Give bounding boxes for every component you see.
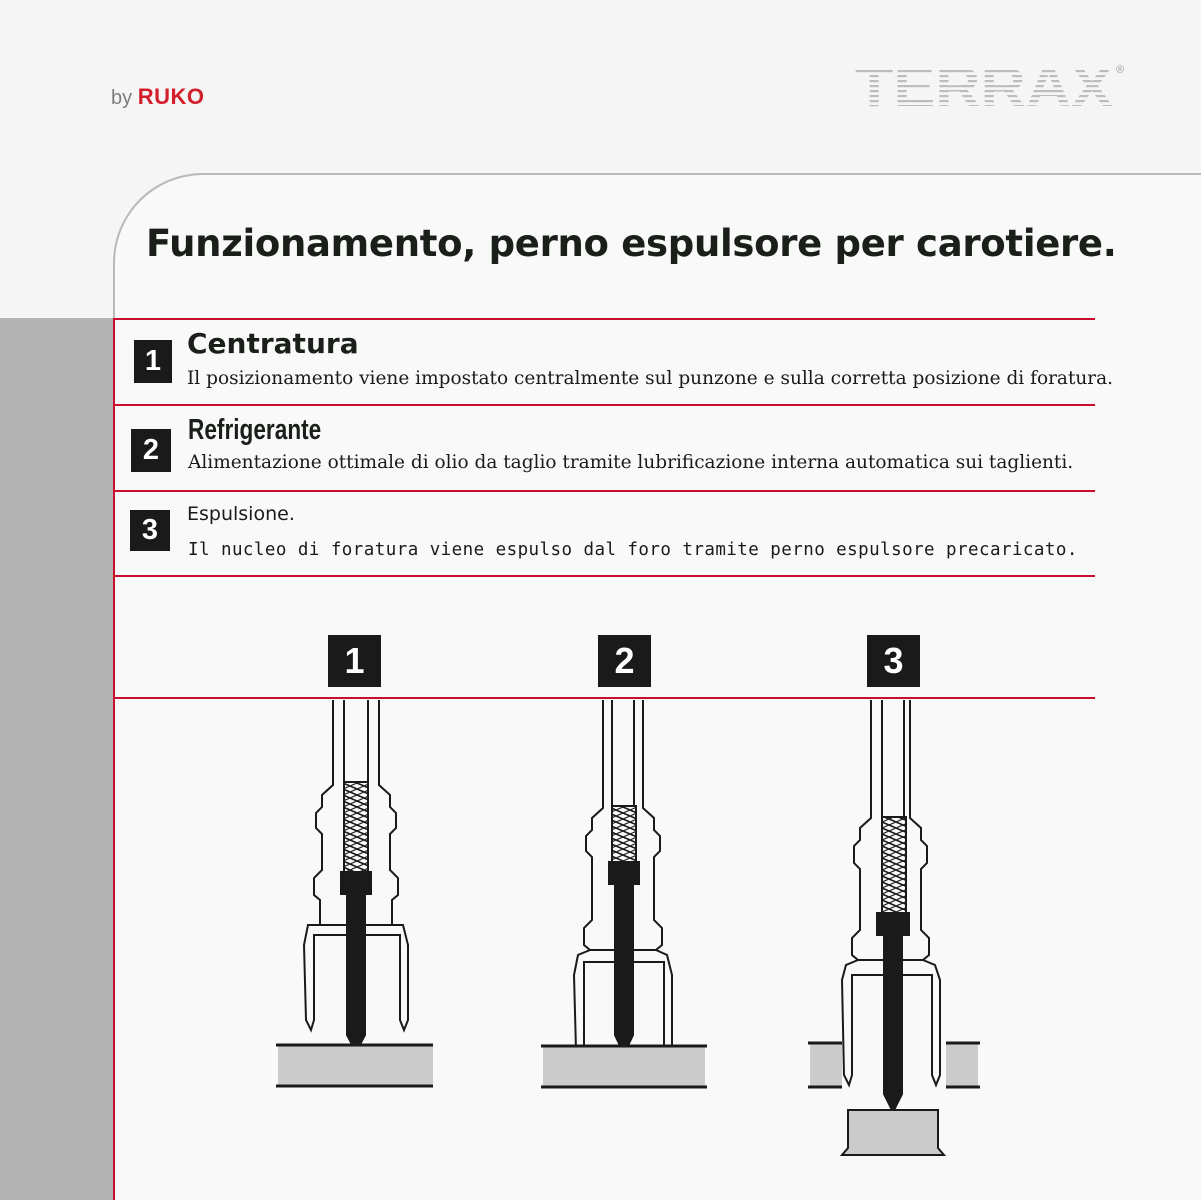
step-1-number-badge: 1 xyxy=(134,340,172,383)
diagram-1-centering xyxy=(276,700,433,1086)
terrax-wordmark: TERRAX xyxy=(855,60,1113,110)
ruko-wordmark: RUKO xyxy=(137,84,205,109)
by-text: by xyxy=(111,87,133,109)
step-3-number-badge: 3 xyxy=(130,510,170,551)
diagram-1-label: 1 xyxy=(328,635,381,687)
page-title: Funzionamento, perno espulsore per carotiere. xyxy=(146,222,1117,265)
step-2-description: Alimentazione ottimale di olio da taglio tramite lubrificazione interna automatica sui taglienti. xyxy=(188,452,1074,473)
diagram-2-coolant xyxy=(541,700,707,1087)
diagram-3-ejection xyxy=(808,700,980,1155)
diagram-2-label: 2 xyxy=(598,635,651,687)
step-1-description: Il posizionamento viene impostato centralmente sul punzone e sulla corretta posizione di foratura. xyxy=(187,368,1114,389)
registered-mark: ® xyxy=(1116,64,1125,76)
step-2-heading: Refrigerante xyxy=(188,414,322,446)
step-3-heading: Espulsione. xyxy=(187,503,295,525)
diagram-3-label: 3 xyxy=(867,635,920,687)
step-1-heading: Centratura xyxy=(187,327,359,360)
step-2-number-badge: 2 xyxy=(131,429,171,472)
step-3-description: Il nucleo di foratura viene espulso dal foro tramite perno espulsore precaricato. xyxy=(188,540,1078,560)
